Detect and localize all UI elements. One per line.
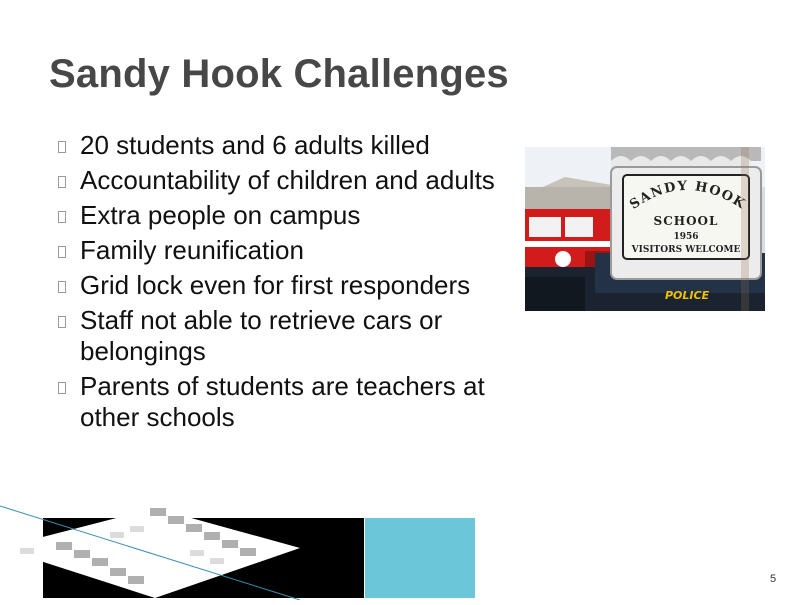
slide-title: Sandy Hook Challenges: [49, 52, 509, 96]
sign-line-2: SCHOOL: [653, 214, 719, 228]
bullet-text: Extra people on campus: [80, 200, 361, 230]
bullet-marker-icon: [58, 141, 66, 153]
bullet-marker-icon: [58, 176, 66, 188]
bullet-marker-icon: [58, 211, 66, 223]
bullet-item: [58, 165, 528, 196]
bullet-text: Family reunification: [80, 235, 304, 265]
bullet-text: 20 students and 6 adults killed: [80, 130, 430, 160]
bullet-text: Grid lock even for first responders: [80, 270, 471, 300]
bullet-marker-icon: [58, 316, 66, 328]
bullet-text: Parents of students are teachers at other schools: [80, 371, 485, 432]
bullet-item: [58, 371, 528, 433]
bullet-list: [58, 130, 528, 437]
sign-year: 1956: [673, 232, 699, 242]
decorative-graphic: [0, 498, 480, 600]
bullet-marker-icon: [58, 246, 66, 258]
bullet-marker-icon: [58, 382, 66, 394]
bullet-marker-icon: [58, 281, 66, 293]
sign-line-1: SANDY HOOK: [627, 178, 749, 213]
bullet-text: Accountability of children and adults: [80, 165, 495, 195]
bullet-text: Staff not able to retrieve cars or belongings: [80, 305, 443, 366]
police-text: POLICE: [665, 289, 710, 302]
bullet-item: [58, 235, 528, 266]
sign-line-3: VISITORS WELCOME: [631, 245, 741, 255]
sandy-hook-sign-photo: [525, 147, 765, 311]
bullet-item: [58, 270, 528, 301]
bullet-item: [58, 200, 528, 231]
page-number: 5: [770, 573, 777, 585]
bullet-item: [58, 130, 528, 161]
bullet-item: [58, 305, 528, 367]
